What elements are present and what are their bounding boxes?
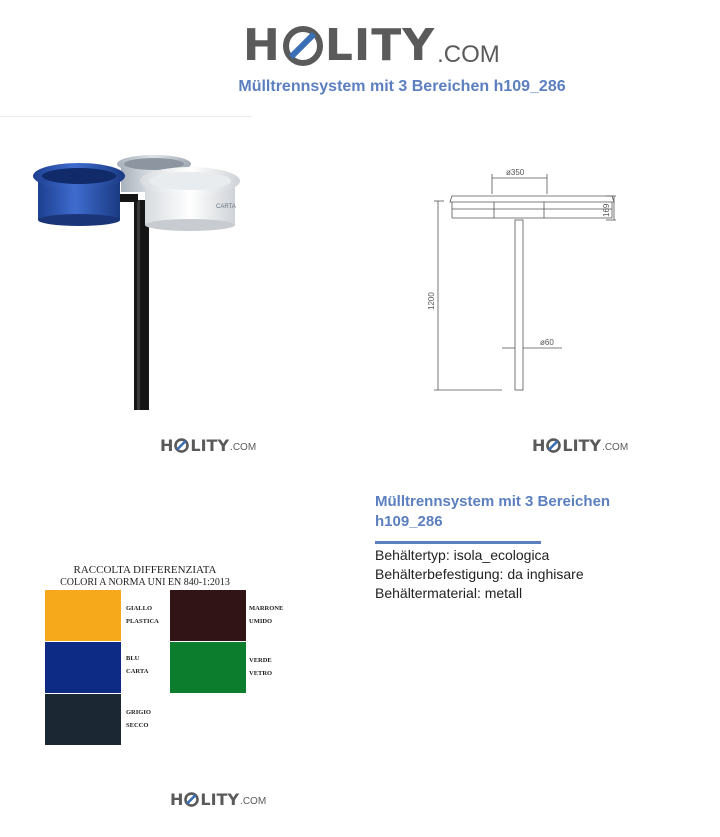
swatch-material: UMIDO <box>249 618 273 625</box>
carta-label: CARTA <box>216 204 236 210</box>
swatch-label <box>126 706 151 732</box>
swatch-material: PLASTICA <box>126 618 159 625</box>
attribute-label: Behälterbefestigung <box>375 566 500 582</box>
swatch-label <box>249 602 283 628</box>
attribute-row <box>375 565 584 584</box>
logo-o-icon <box>283 26 323 66</box>
color-chart-subtitle: COLORI A NORMA UNI EN 840-1:2013 <box>60 577 230 588</box>
swatch-material: CARTA <box>126 668 149 675</box>
attribute-value: metall <box>484 585 523 601</box>
logo-letter-h: H <box>160 436 174 455</box>
swatch-material: VETRO <box>249 670 273 677</box>
logo-letters-lity: LITY <box>200 790 240 809</box>
swatch-label <box>249 654 272 680</box>
title-underline <box>375 541 541 544</box>
logo-letter-h: H <box>243 20 281 71</box>
swatch-color-name: GRIGIO <box>126 709 151 716</box>
swatch-color-name: VERDE <box>249 657 272 664</box>
attribute-colon: : <box>476 585 485 601</box>
swatch-label <box>126 652 148 678</box>
attribute-value: da inghisare <box>507 566 584 582</box>
swatch-material: SECCO <box>126 722 149 729</box>
watermark-logo-2 <box>532 434 628 454</box>
logo-o-icon <box>546 438 561 453</box>
color-chart-title: RACCOLTA DIFFERENZIATA <box>73 564 217 576</box>
logo-com: .COM <box>437 41 500 68</box>
attribute-colon: : <box>445 547 454 563</box>
logo-com: .COM <box>230 442 257 453</box>
logo-letters-lity: LITY <box>190 436 230 455</box>
swatch-color-name: MARRONE <box>249 605 284 612</box>
page-title: Mülltrennsystem mit 3 Bereichen h109_286 <box>238 78 566 95</box>
product-photo[interactable] <box>28 150 258 415</box>
attribute-value: isola_ecologica <box>453 547 550 563</box>
attribute-label: Behältertyp <box>375 547 446 563</box>
attribute-row <box>375 546 584 565</box>
divider <box>0 116 252 117</box>
dim-top-label: ø350 <box>506 168 525 177</box>
logo-letter-h: H <box>170 790 184 809</box>
watermark-logo-3 <box>170 788 266 808</box>
logo-com: .COM <box>602 442 629 453</box>
site-logo[interactable] <box>243 18 500 71</box>
swatch-color-name: GIALLO <box>126 605 153 612</box>
logo-com: .COM <box>240 796 267 807</box>
dim-total-label: 1200 <box>427 292 436 310</box>
attribute-label: Behältermaterial <box>375 585 477 601</box>
dim-post-label: ø60 <box>540 338 554 347</box>
swatch-verde <box>170 642 246 693</box>
swatch-grigio <box>45 694 121 745</box>
watermark-logo-1 <box>160 434 256 454</box>
attribute-list <box>375 546 584 603</box>
product-title: Mülltrennsystem mit 3 Bereichen h109_286 <box>375 493 611 530</box>
swatch-marrone <box>170 590 246 641</box>
swatch-blu <box>45 642 121 693</box>
logo-letters-lity: LITY <box>324 20 436 71</box>
logo-letter-h: H <box>532 436 546 455</box>
color-chart[interactable] <box>40 560 300 760</box>
attribute-colon: : <box>499 566 508 582</box>
logo-o-icon <box>174 438 189 453</box>
dim-height-label: 169 <box>602 203 611 217</box>
logo-o-icon <box>184 792 199 807</box>
swatch-color-name: BLU <box>126 655 140 662</box>
logo-letters-lity: LITY <box>562 436 602 455</box>
technical-drawing[interactable] <box>410 160 620 400</box>
swatch-giallo <box>45 590 121 641</box>
attribute-row <box>375 584 584 603</box>
swatch-label <box>126 602 159 628</box>
